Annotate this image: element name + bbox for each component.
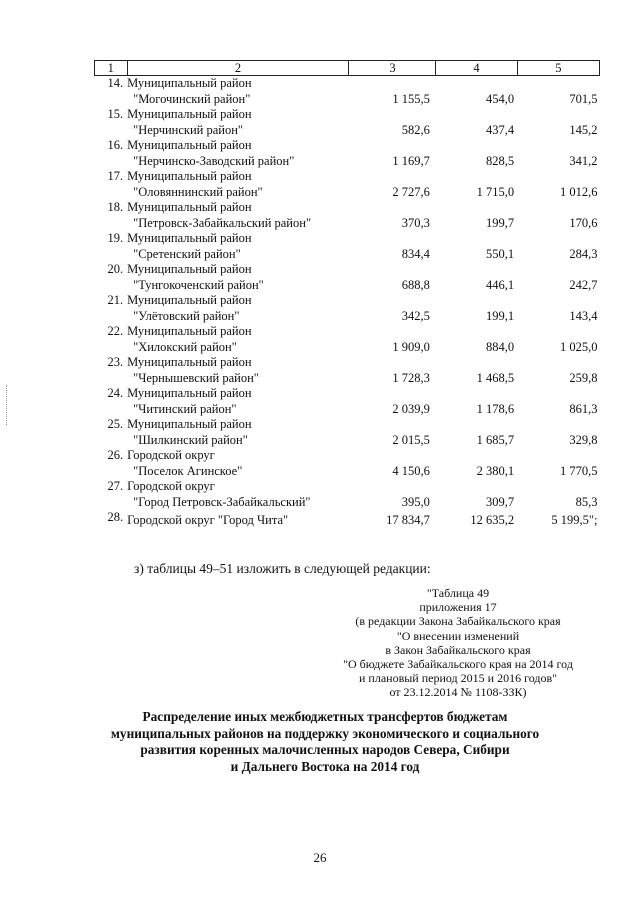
value-col3: 1 909,0: [392, 339, 430, 354]
value-col3: 2 039,9: [392, 401, 430, 416]
value-col3: 370,3: [401, 215, 430, 230]
table-row: [95, 479, 600, 510]
row-name-line1: Муниципальный район: [127, 324, 252, 338]
table-row: [95, 107, 600, 138]
value-col4: 437,4: [486, 122, 515, 137]
value-col4: 2 380,1: [476, 463, 515, 478]
table-row: [95, 138, 600, 169]
value-col4: 12 635,2: [470, 512, 515, 527]
column-header-5: 5: [517, 61, 599, 76]
row-name: [127, 324, 349, 355]
row-name-line1: Муниципальный район: [127, 355, 252, 369]
value-col3: 582,6: [401, 122, 430, 137]
row-name-line2: "Хилокский район": [133, 339, 237, 354]
caption-line: (в редакции Закона Забайкальского края: [355, 614, 561, 629]
row-name-line2: "Нерчинско-Заводский район": [133, 153, 295, 168]
column-header-2: 2: [127, 61, 349, 76]
value-col4: 309,7: [486, 494, 515, 509]
value-col4: 828,5: [486, 153, 515, 168]
table-row: [95, 448, 600, 479]
value-col4: 1 178,6: [476, 401, 515, 416]
table-row: [95, 200, 600, 231]
row-name-line2: "Город Петровск-Забайкальский": [133, 494, 311, 509]
heading-line: муниципальных районов на поддержку экономического и социального: [110, 725, 540, 741]
caption-line: в Закон Забайкальского края: [385, 642, 531, 657]
value-col3: 1 169,7: [392, 153, 430, 168]
table-row: [95, 355, 600, 386]
row-number: 22.: [107, 324, 124, 338]
row-name-line1: Городской округ: [127, 448, 215, 462]
row-name-line1: Муниципальный район: [127, 169, 252, 183]
value-col3: 342,5: [401, 308, 430, 323]
value-col4: 199,7: [486, 215, 515, 230]
row-number: 19.: [107, 231, 124, 245]
value-col4: 446,1: [486, 277, 515, 292]
row-name-line1: Муниципальный район: [127, 200, 252, 214]
value-col3: 2 727,6: [392, 184, 430, 199]
row-name: [127, 293, 349, 324]
column-header-4: 4: [436, 61, 517, 76]
heading-line: Распределение иных межбюджетных трансфертов бюджетам: [142, 709, 508, 724]
section-heading: [60, 709, 590, 775]
row-number: 15.: [107, 107, 124, 121]
value-col5: 701,5: [569, 91, 598, 106]
table-row: [95, 293, 600, 324]
row-number: 24.: [107, 386, 124, 400]
row-number: 18.: [107, 200, 124, 214]
row-name: [127, 262, 349, 293]
value-col4: 884,0: [486, 339, 515, 354]
row-name-line1: Городской округ: [127, 479, 215, 493]
value-col5: 1 025,0: [560, 339, 598, 354]
row-name-line2: "Оловяннинский район": [133, 184, 263, 199]
row-name-line1: Муниципальный район: [127, 76, 252, 90]
scan-mark: [6, 385, 9, 425]
value-col4: 454,0: [486, 91, 515, 106]
value-col3: 2 015,5: [392, 432, 430, 447]
row-name-line1: Муниципальный район: [127, 138, 252, 152]
row-name: [127, 107, 349, 138]
row-name-line2: "Сретенский район": [133, 246, 241, 261]
value-col3: 834,4: [401, 246, 430, 261]
value-col5: 259,8: [569, 370, 598, 385]
row-number: 27.: [107, 479, 124, 493]
value-col3: 688,8: [401, 277, 430, 292]
value-col5: 5 199,5";: [551, 512, 598, 527]
table-row: [95, 510, 600, 528]
table-header-row: [95, 61, 600, 76]
row-name: [127, 479, 349, 510]
caption-line: "О бюджете Забайкальского края на 2014 год: [343, 657, 573, 672]
value-col5: 170,6: [569, 215, 598, 230]
row-name-line2: "Нерчинский район": [133, 122, 244, 137]
row-name-line1: Муниципальный район: [127, 231, 252, 245]
row-name: [127, 417, 349, 448]
table-row: [95, 169, 600, 200]
row-number: 14.: [107, 76, 124, 90]
row-name-line2: "Поселок Агинское": [133, 463, 243, 478]
row-name: [127, 200, 349, 231]
table-row: [95, 386, 600, 417]
column-header-3: 3: [349, 61, 436, 76]
row-name: [127, 355, 349, 386]
row-name: Городской округ "Город Чита": [127, 512, 289, 527]
row-number: 20.: [107, 262, 124, 276]
row-number: 23.: [107, 355, 124, 369]
value-col5: 143,4: [569, 308, 598, 323]
row-name: [127, 386, 349, 417]
row-name-line1: Муниципальный район: [127, 293, 252, 307]
value-col3: 17 834,7: [386, 512, 430, 527]
heading-line: развития коренных малочисленных народов Севера, Сибири: [140, 742, 510, 758]
caption-line: приложения 17: [419, 600, 497, 615]
value-col5: 1 770,5: [560, 463, 598, 478]
value-col5: 284,3: [569, 246, 598, 261]
heading-line: и Дальнего Востока на 2014 год: [230, 758, 420, 774]
caption-line: "О внесении изменений: [396, 628, 520, 643]
value-col5: 242,7: [569, 277, 598, 292]
table-caption: [308, 586, 608, 700]
row-name-line2: "Читинский район": [133, 401, 237, 416]
value-col5: 341,2: [569, 153, 598, 168]
row-number: 25.: [107, 417, 124, 431]
value-col3: 1 155,5: [392, 91, 430, 106]
page-number: 26: [313, 850, 327, 865]
row-name-line1: Муниципальный район: [127, 107, 252, 121]
row-number: 16.: [107, 138, 124, 152]
row-number: 17.: [107, 169, 124, 183]
row-name-line1: Муниципальный район: [127, 417, 252, 431]
row-name-line1: Муниципальный район: [127, 262, 252, 276]
value-col4: 550,1: [486, 246, 515, 261]
value-col4: 199,1: [486, 308, 515, 323]
value-col4: 1 468,5: [476, 370, 515, 385]
table-row: [95, 76, 600, 108]
value-col5: 329,8: [569, 432, 598, 447]
instruction-text: з) таблицы 49–51 изложить в следующей редакции:: [134, 561, 431, 576]
value-col3: 395,0: [401, 494, 430, 509]
caption-line: от 23.12.2014 № 1108-ЗЗК): [389, 685, 527, 700]
row-number: 21.: [107, 293, 124, 307]
value-col3: 1 728,3: [392, 370, 430, 385]
row-name: [127, 76, 349, 108]
row-name-line2: "Петровск-Забайкальский район": [133, 215, 312, 230]
row-name-line2: "Шилкинский район": [133, 432, 248, 447]
value-col5: 1 012,6: [560, 184, 598, 199]
table-row: [95, 262, 600, 293]
row-name-line2: "Тунгокоченский район": [133, 277, 264, 292]
value-col3: 4 150,6: [392, 463, 430, 478]
row-name: [127, 169, 349, 200]
value-col5: 861,3: [569, 401, 598, 416]
row-name-line2: "Могочинский район": [133, 91, 251, 106]
value-col4: 1 685,7: [476, 432, 515, 447]
table-row: [95, 324, 600, 355]
value-col4: 1 715,0: [476, 184, 515, 199]
row-number: 28.: [107, 510, 124, 524]
caption-line: и плановый период 2015 и 2016 годов": [358, 671, 558, 686]
row-name-line2: "Улётовский район": [133, 308, 240, 323]
column-header-1: 1: [95, 61, 128, 76]
table-row: [95, 231, 600, 262]
caption-line: "Таблица 49: [426, 586, 490, 600]
row-name-line2: "Чернышевский район": [133, 370, 259, 385]
row-name: [127, 138, 349, 169]
row-number: 26.: [107, 448, 124, 462]
row-name: [127, 448, 349, 479]
table-row: [95, 417, 600, 448]
value-col5: 145,2: [569, 122, 598, 137]
row-name-line1: Муниципальный район: [127, 386, 252, 400]
value-col5: 85,3: [575, 494, 598, 509]
row-name: [127, 231, 349, 262]
transfers-table: [94, 60, 600, 528]
